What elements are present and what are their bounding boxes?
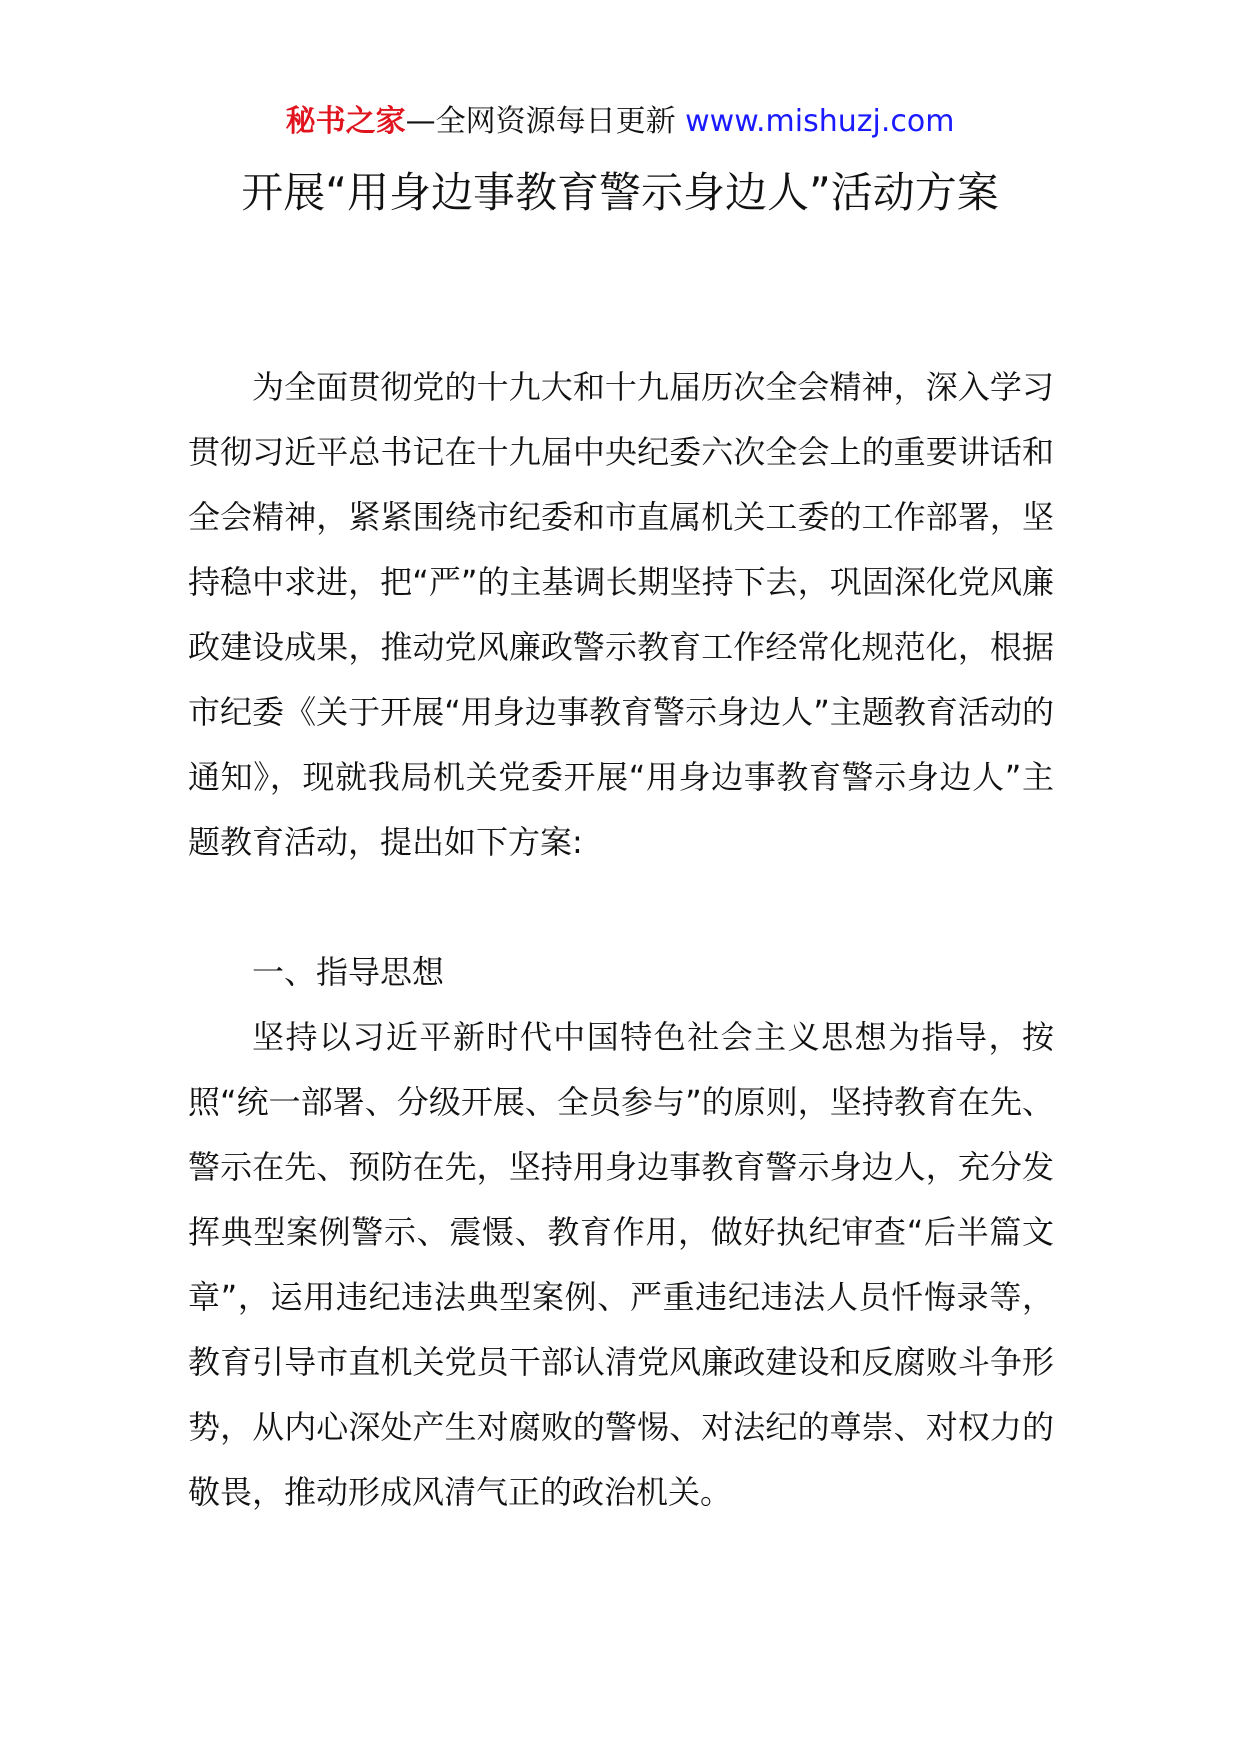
site-header [0, 100, 1240, 144]
site-url: www.mishuzj.com [685, 104, 955, 139]
document-title: 开展“用身边事教育警示身边人”活动方案 [241, 168, 999, 217]
site-slogan: —全网资源每日更新 [405, 104, 676, 139]
site-brand: 秘书之家 [285, 104, 406, 139]
intro-paragraph-text: 为全面贯彻党的十九大和十九届历次全会精神，深入学习贯彻习近平总书记在十九届中央纪委六次全会上的重要讲话和全会精神，紧紧围绕市纪委和市直属机关工委的工作部署，坚持稳中求进，把“严”的主基调长期坚持下去，巩固深化党风廉政建设成果，推动党风廉政警示教育工作经常化规范化，根据市纪委《关于开展“用身边事教育警示身边人”主题教育活动的通知》，现就我局机关党委开展“用身边事教育警示身边人”主题教育活动，提出如下方案: [188, 368, 1054, 861]
section-body-text: 坚持以习近平新时代中国特色社会主义思想为指导，按照“统一部署、分级开展、全员参与”的原则，坚持教育在先、警示在先、预防在先，坚持用身边事教育警示身边人，充分发挥典型案例警示、震慑、教育作用，做好执纪审查“后半篇文章”，运用违纪违法典型案例、严重违纪违法人员忏悔录等，教育引导市直机关党员干部认清党风廉政建设和反腐败斗争形势，从内心深处产生对腐败的警惕、对法纪的尊崇、对权力的敬畏，推动形成风清气正的政治机关。 [188, 1018, 1054, 1511]
section-body-guiding-ideology [188, 1005, 1054, 1525]
section-heading-text: 一、指导思想 [252, 953, 445, 991]
intro-paragraph [188, 355, 1054, 875]
section-heading-guiding-ideology [188, 940, 1054, 1005]
